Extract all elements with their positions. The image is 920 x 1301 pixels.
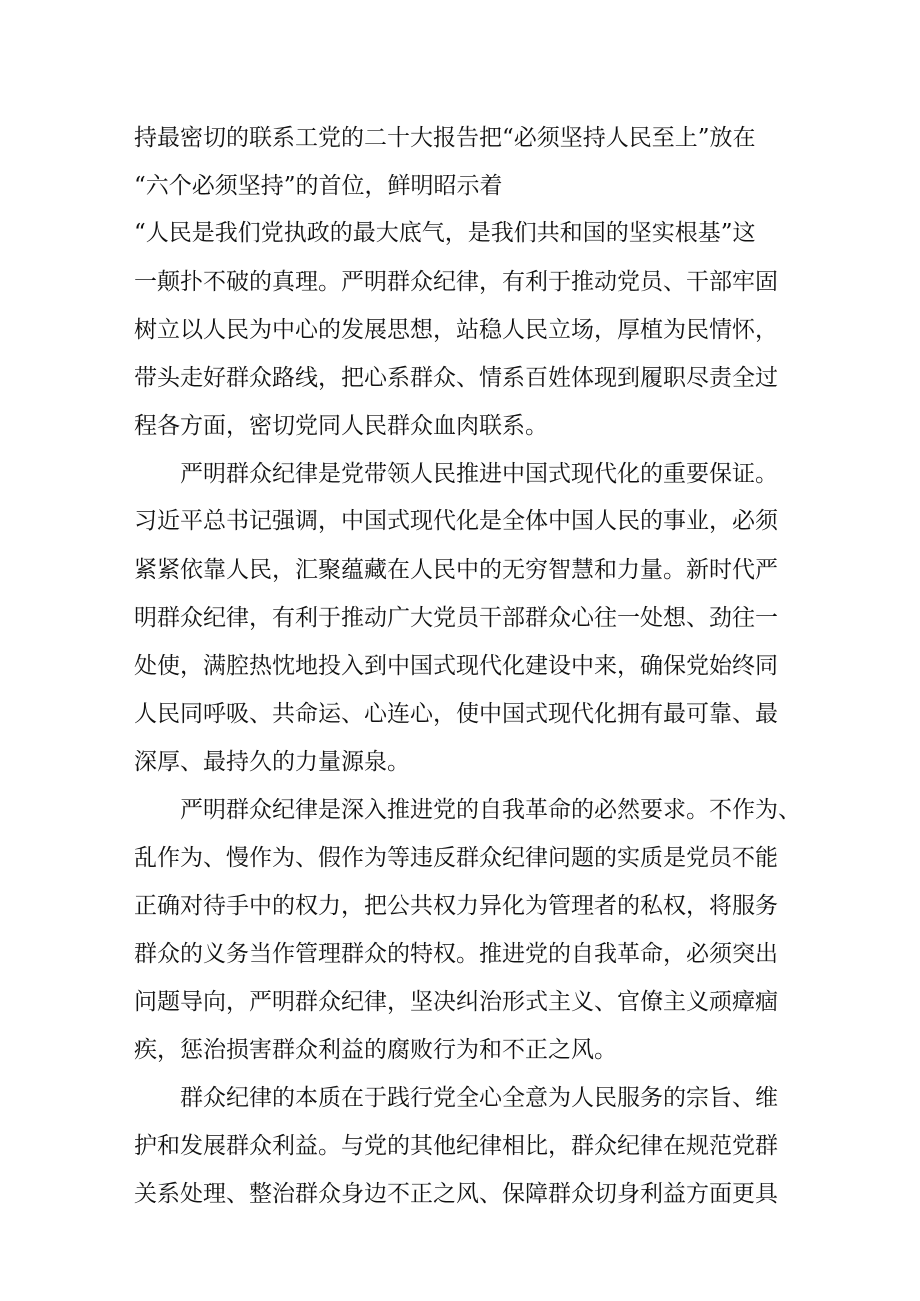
text-line: 关系处理、整治群众身边不正之风、保障群众切身利益方面更具 bbox=[134, 1181, 778, 1207]
text-line: 群众的义务当作管理群众的特权。推进党的自我革命，必须突出 bbox=[134, 941, 778, 967]
text-line: 树立以人民为中心的发展思想，站稳人民立场，厚植为民情怀， bbox=[134, 317, 778, 343]
text-line: 问题导向，严明群众纪律，坚决纠治形式主义、官僚主义顽瘴痼 bbox=[134, 989, 778, 1015]
text-line: 程各方面，密切党同人民群众血肉联系。 bbox=[134, 413, 548, 439]
text-line: 处使，满腔热忱地投入到中国式现代化建设中来，确保党始终同 bbox=[134, 653, 778, 679]
text-line: 正确对待手中的权力，把公共权力异化为管理者的私权，将服务 bbox=[134, 893, 778, 919]
text-line: 乱作为、慢作为、假作为等违反群众纪律问题的实质是党员不能 bbox=[134, 845, 778, 871]
text-line: 人民同呼吸、共命运、心连心，使中国式现代化拥有最可靠、最 bbox=[134, 701, 778, 727]
text-line: 疾，惩治损害群众利益的腐败行为和不正之风。 bbox=[134, 1037, 617, 1063]
text-line: 深厚、最持久的力量源泉。 bbox=[134, 749, 410, 775]
text-line: 习近平总书记强调，中国式现代化是全体中国人民的事业，必须 bbox=[134, 508, 778, 534]
text-line: 护和发展群众利益。与党的其他纪律相比，群众纪律在规范党群 bbox=[134, 1133, 778, 1159]
text-line: 群众纪律的本质在于践行党全心全意为人民服务的宗旨、维 bbox=[180, 1085, 778, 1111]
text-line: 严明群众纪律是深入推进党的自我革命的必然要求。不作为、 bbox=[180, 797, 801, 823]
text-line: 一颠扑不破的真理。严明群众纪律，有利于推动党员、干部牢固 bbox=[134, 269, 778, 295]
text-line: “六个必须坚持”的首位，鲜明昭示着 bbox=[134, 173, 503, 199]
text-line: 明群众纪律，有利于推动广大党员干部群众心往一处想、劲往一 bbox=[134, 605, 778, 631]
text-line: 持最密切的联系工党的二十大报告把“必须坚持人民至上”放在 bbox=[134, 125, 756, 151]
text-line: 严明群众纪律是党带领人民推进中国式现代化的重要保证。 bbox=[180, 461, 778, 487]
text-line: “人民是我们党执政的最大底气，是我们共和国的坚实根基”这 bbox=[134, 220, 756, 246]
text-line: 紧紧依靠人民，汇聚蕴藏在人民中的无穷智慧和力量。新时代严 bbox=[134, 557, 778, 583]
text-line: 带头走好群众路线，把心系群众、情系百姓体现到履职尽责全过 bbox=[134, 365, 778, 391]
